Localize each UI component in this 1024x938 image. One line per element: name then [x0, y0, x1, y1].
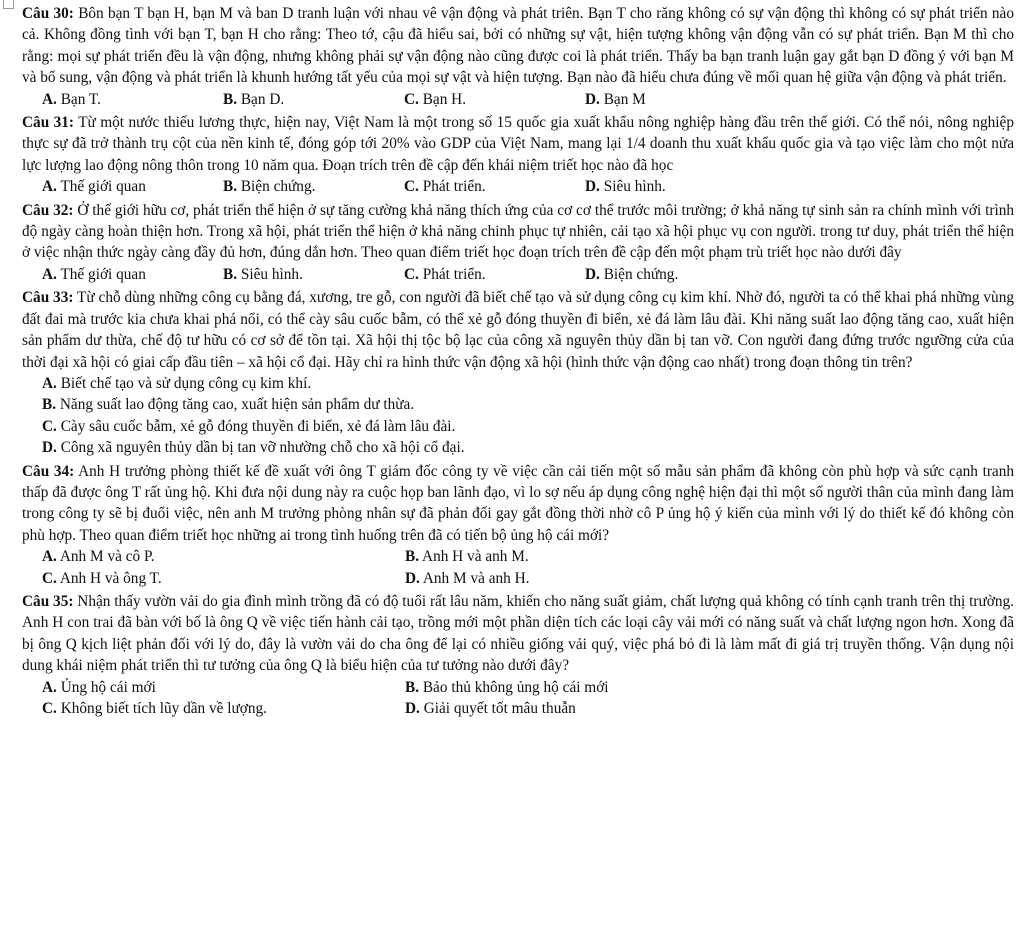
- question-label: Câu 34:: [22, 462, 75, 480]
- option-b[interactable]: B. Biện chứng.: [223, 178, 316, 196]
- corner-checkbox-mark: [3, 0, 14, 9]
- question-34: [22, 461, 1014, 589]
- exam-page: [22, 3, 1014, 721]
- option-a[interactable]: A. Anh M và cô P.: [42, 548, 155, 566]
- question-body: Ở thế giới hữu cơ, phát triển thể hiện ở sự tăng cường khả năng thích ứng của cơ cơ thể trước môi trường; ở khả năng tự sinh sản ra chính mình với trình độ ngày càng hoàn thiện hơn. Trong xã hội, phát triển thể hiện ở khả năng chinh phục tự nhiên, cải tạo xã hội phục vụ con người. trong tư duy, phát triển thể hiện ở việc nhận thức ngày càng đầy đủ hơn, đúng dắn hơn. Theo quan điểm triết học đoạn trích trên đề cập đến một phạm trù triết học nào dưới đây: [22, 201, 1014, 262]
- option-c[interactable]: C. Cày sâu cuốc bẫm, xẻ gỗ đóng thuyền đi biển, xẻ đá làm lâu đài.: [42, 417, 456, 435]
- options-list: [42, 373, 1014, 459]
- question-body: Từ một nước thiếu lương thực, hiện nay, Việt Nam là một trong số 15 quốc gia xuất khẩu nông nghiệp hàng đầu trên thế giới. Có thể nói, nông nghiệp thực sự đã trở thành trụ cột của nền kinh tế, đóng góp tới 20% vào GDP của Việt Nam, mang lại 1/4 doanh thu xuất khẩu quốc gia và tạo việc làm cho một nửa lực lượng lao động nông thôn trong 10 năm qua. Đoạn trích trên đề cập đến khái niệm triết học nào đã học: [22, 114, 1014, 174]
- option-b[interactable]: B. Bạn D.: [223, 90, 285, 108]
- option-d[interactable]: D. Biện chứng.: [585, 265, 679, 283]
- question-text: [22, 200, 1014, 264]
- question-text: [22, 112, 1014, 176]
- question-35: [22, 591, 1014, 719]
- question-label: Câu 30:: [22, 5, 74, 22]
- option-a[interactable]: A. Ủng hộ cái mới: [42, 678, 156, 696]
- option-d[interactable]: D. Giải quyết tốt mâu thuẫn: [405, 700, 576, 717]
- question-32: [22, 200, 1014, 286]
- option-d[interactable]: D. Bạn M: [585, 90, 646, 108]
- question-text: [22, 287, 1014, 373]
- option-b[interactable]: B. Bảo thủ không ủng hộ cái mới: [405, 678, 609, 696]
- question-label: Câu 35:: [22, 592, 74, 610]
- options-row: [42, 264, 1014, 285]
- question-label: Câu 31:: [22, 114, 75, 132]
- option-b[interactable]: B. Năng suất lao động tăng cao, xuất hiện sản phẩm dư thừa.: [42, 396, 415, 414]
- options-grid: [42, 546, 1014, 589]
- option-b[interactable]: B. Siêu hình.: [223, 265, 303, 283]
- question-label: Câu 33:: [22, 289, 74, 307]
- option-a[interactable]: A. Biết chế tạo và sử dụng công cụ kim khí.: [42, 374, 312, 392]
- option-d[interactable]: D. Công xã nguyên thủy dần bị tan vỡ nhường chỗ cho xã hội cổ đại.: [42, 439, 465, 457]
- question-text: [22, 3, 1014, 89]
- option-c[interactable]: C. Bạn H.: [404, 90, 467, 108]
- question-body: Bôn bạn T bạn H, bạn M và ban D tranh luận với nhau vê vận động và phát triên. Bạn T cho răng không có sự vận động thì không có sự phát triển nào cả. Không đồng tình với bạn T, bạn H cho rằng: Theo tớ, cậu đã hiểu sai, bởi có những sự vật, hiện tượng không vận động vẫn có sự phát triển. Bạn M thì cho rằng: mọi sự phát triển đều là vận động, nhưng không phải sự vận động nào cũng được coi là phát triển. Thấy ba bạn tranh luận gay gắt bạn D đồng ý với bạn M và bổ sung, vận động và phát triển là khunh hướng tất yếu của mọi sự vật và hiện tượng. Bạn nào đã hiểu chưa đúng về mối quan hệ giữa vận động và phát triển.: [22, 5, 1014, 87]
- question-text: [22, 461, 1014, 547]
- option-a[interactable]: A. Thế giới quan: [42, 265, 146, 283]
- option-a[interactable]: A. Thế giới quan: [42, 178, 146, 196]
- option-c[interactable]: C. Anh H và ông T.: [42, 569, 162, 587]
- question-label: Câu 32:: [22, 201, 74, 219]
- option-b[interactable]: B. Anh H và anh M.: [405, 548, 529, 566]
- question-body: Nhận thấy vườn vải do gia đình mình trồng đã có độ tuổi rất lâu năm, khiến cho năng suất giảm, chất lượng quả không có tính cạnh tranh trên thị trường. Anh H con trai đã bàn với bố là ông Q về việc tiến hành cải tạo, trồng mới một phần diện tích các loại cây vải mới có năng suất và chất lượng ngon hơn. Xong đã bị ông Q kịch liệt phản đối với lý do, đây là vườn vải do cha ông để lại có nhiều giống vải quý, việc phá bỏ đi là làm mất đi giá trị truyền thống. Vận dụng nội dung khái niệm phát triển thì tư tưởng của ông Q là biểu hiện của tư tưởng nào dưới đây?: [22, 592, 1014, 675]
- options-grid: [42, 677, 1014, 720]
- question-body: Anh H trưởng phòng thiết kế đề xuất với ông T giám đốc công ty về việc cần cải tiến một số mẫu sản phẩm đã không còn phù hợp và sức cạnh tranh thấp đã được ông T rất ủng hộ. Khi đưa nội dung này ra cuộc họp ban lãnh đạo, vì lo sợ nếu áp dụng công nghệ hiện đại thì một số người thân của mình đang làm trong công ty sẽ bị đuổi việc, nên anh M trưởng phòng nhân sự đã phản đối gay gắt đồng thời nhờ cô P ủng hộ ý kiến của mình với lý do thiết kế đó không còn phù hợp. Theo quan điểm triết học những ai trong tình huống trên đã có tiến bộ ủng hộ cái mới?: [22, 462, 1014, 544]
- question-body: Từ chỗ dùng những công cụ bằng đá, xương, tre gỗ, con người đã biết chế tạo và sử dụng công cụ kim khí. Nhờ đó, người ta có thể khai phá những vùng đất đai mà trước kia chưa khai phá nổi, có thể cày sâu cuốc bẫm, có thể xẻ gỗ đóng thuyền đi biển, xẻ đá làm lâu đài. Khi năng suất lao động tăng cao, xuất hiện sản phẩm dư thừa, chế độ tư hữu có cơ sở để tồn tại. Xã hội thị tộc bộ lạc của công xã nguyên thủy dần bị tan vỡ. Con người đang đứng trước ngưỡng cửa của thời đại xã hội có giai cấp đầu tiên – xã hội cổ đại. Hãy chỉ ra hình thức vận động xã hội (hình thức vận động cao nhất) trong đoạn thông tin trên?: [22, 289, 1014, 371]
- option-c[interactable]: C. Không biết tích lũy dần về lượng.: [42, 700, 267, 717]
- option-c[interactable]: C. Phát triển.: [404, 178, 486, 196]
- options-row: [42, 89, 1014, 110]
- option-d[interactable]: D. Siêu hình.: [585, 178, 666, 196]
- option-a[interactable]: A. Bạn T.: [42, 90, 101, 108]
- question-text: [22, 591, 1014, 677]
- question-30: [22, 3, 1014, 110]
- question-31: [22, 112, 1014, 198]
- options-row: [42, 176, 1014, 197]
- option-c[interactable]: C. Phát triển.: [404, 265, 486, 283]
- option-d[interactable]: D. Anh M và anh H.: [405, 569, 530, 587]
- question-33: [22, 287, 1014, 458]
